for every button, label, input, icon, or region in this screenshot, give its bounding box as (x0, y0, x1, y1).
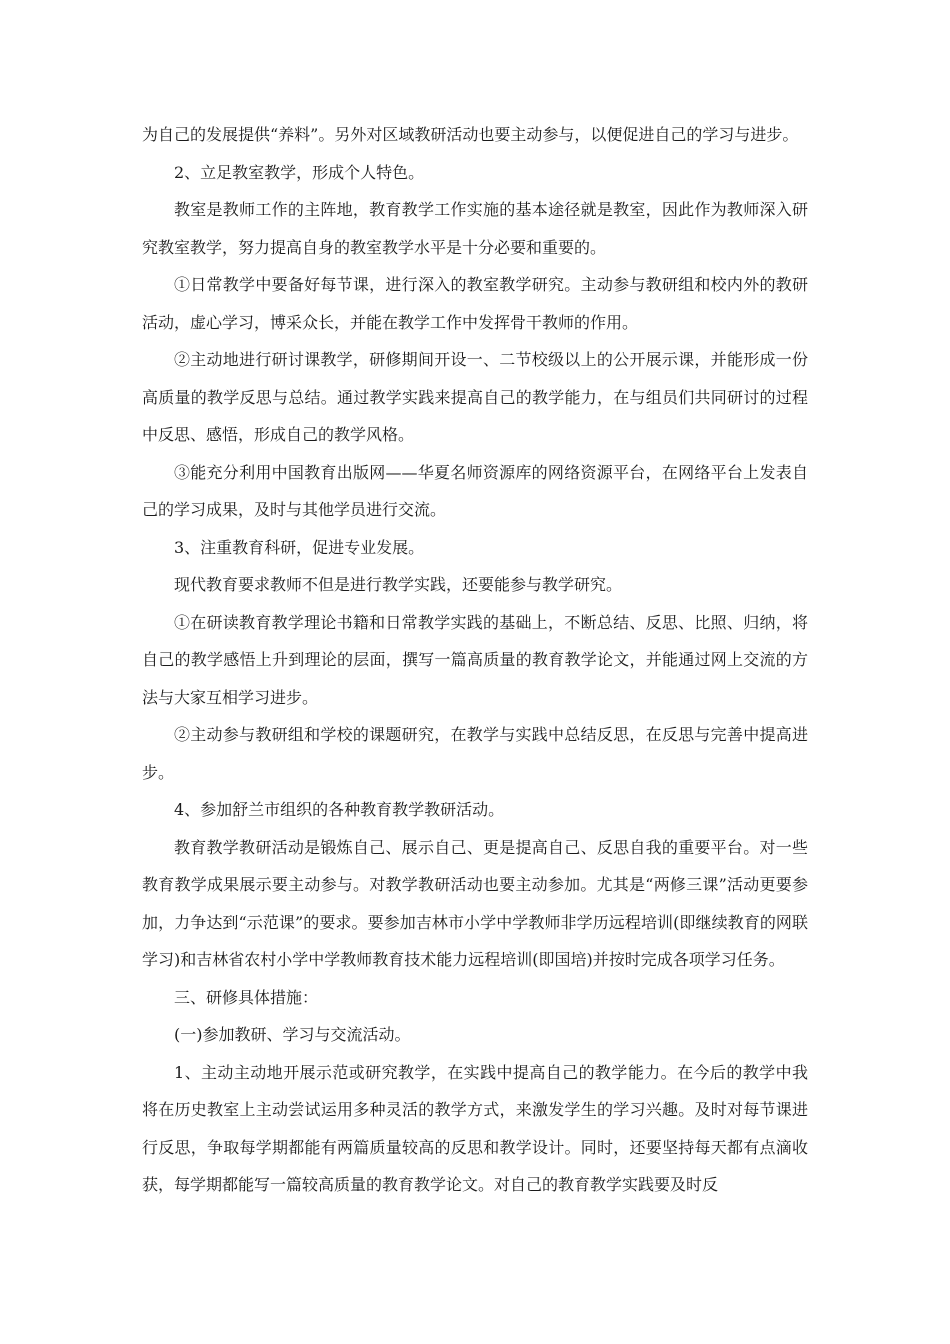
document-page (142, 116, 808, 1204)
list-item-2: ②主动地进行研讨课教学，研修期间开设一、二节校级以上的公开展示课，并能形成一份高质量的教学反思与总结。通过教学实践来提高自己的教学能力，在与组员们共同研讨的过程中反思、感悟，形成自己的教学风格。 (142, 350, 808, 444)
paragraph-1: 为自己的发展提供“养料”。另外对区域教研活动也要主动参与，以便促进自己的学习与进步。 (142, 125, 799, 144)
paragraph-3: 教室是教师工作的主阵地，教育教学工作实施的基本途径就是教室，因此作为教师深入研究教室教学，努力提高自身的教室教学水平是十分必要和重要的。 (142, 200, 808, 257)
list-item-4: ①在研读教育教学理论书籍和日常教学实践的基础上，不断总结、反思、比照、归纳，将自己的教学感悟上升到理论的层面，撰写一篇高质量的教育教学论文，并能通过网上交流的方法与大家互相学习进步。 (142, 612, 808, 707)
chapter-heading-3: 三、研修具体措施： (174, 987, 319, 1007)
paragraph-8: 现代教育要求教师不但是进行教学实践，还要能参与教学研究。 (174, 575, 623, 594)
paragraph-15: 1、主动主动地开展示范或研究教学，在实践中提高自己的教学能力。在今后的教学中我将在历史教室上主动尝试运用多种灵活的教学方式，来激发学生的学习兴趣。及时对每节课进行反思，争取每学期都能有两篇质量较高的反思和教学设计。同时，还要坚持每天都有点滴收获，每学期都能写一篇较高质量的教育教学论文。对自己的教育教学实践要及时反 (142, 1062, 808, 1194)
paragraph-12: 教育教学教研活动是锻炼自己、展示自己、更是提高自己、反思自我的重要平台。对一些教育教学成果展示要主动参与。对教学教研活动也要主动参加。尤其是“两修三课”活动更要参加，力争达到“示范课”的要求。要参加吉林市小学中学教师非学历远程培训(即继续教育的网联学习)和吉林省农村小学中学教师教育技术能力远程培训(即国培)并按时完成各项学习任务。 (142, 837, 808, 969)
list-item-5: ②主动参与教研组和学校的课题研究，在教学与实践中总结反思，在反思与完善中提高进步。 (142, 725, 808, 782)
section-heading-2: 2、立足教室教学，形成个人特色。 (174, 162, 425, 182)
subsection-heading-1: (一)参加教研、学习与交流活动。 (174, 1025, 411, 1044)
list-item-3: ③能充分利用中国教育出版网——华夏名师资源库的网络资源平台，在网络平台上发表自己的学习成果，及时与其他学员进行交流。 (142, 462, 808, 519)
section-heading-4: 4、参加舒兰市组织的各种教育教学教研活动。 (174, 800, 505, 819)
list-item-1: ①日常教学中要备好每节课，进行深入的教室教学研究。主动参与教研组和校内外的教研活动，虚心学习，博采众长，并能在教学工作中发挥骨干教师的作用。 (142, 275, 808, 332)
section-heading-3: 3、注重教育科研，促进专业发展。 (174, 537, 425, 557)
